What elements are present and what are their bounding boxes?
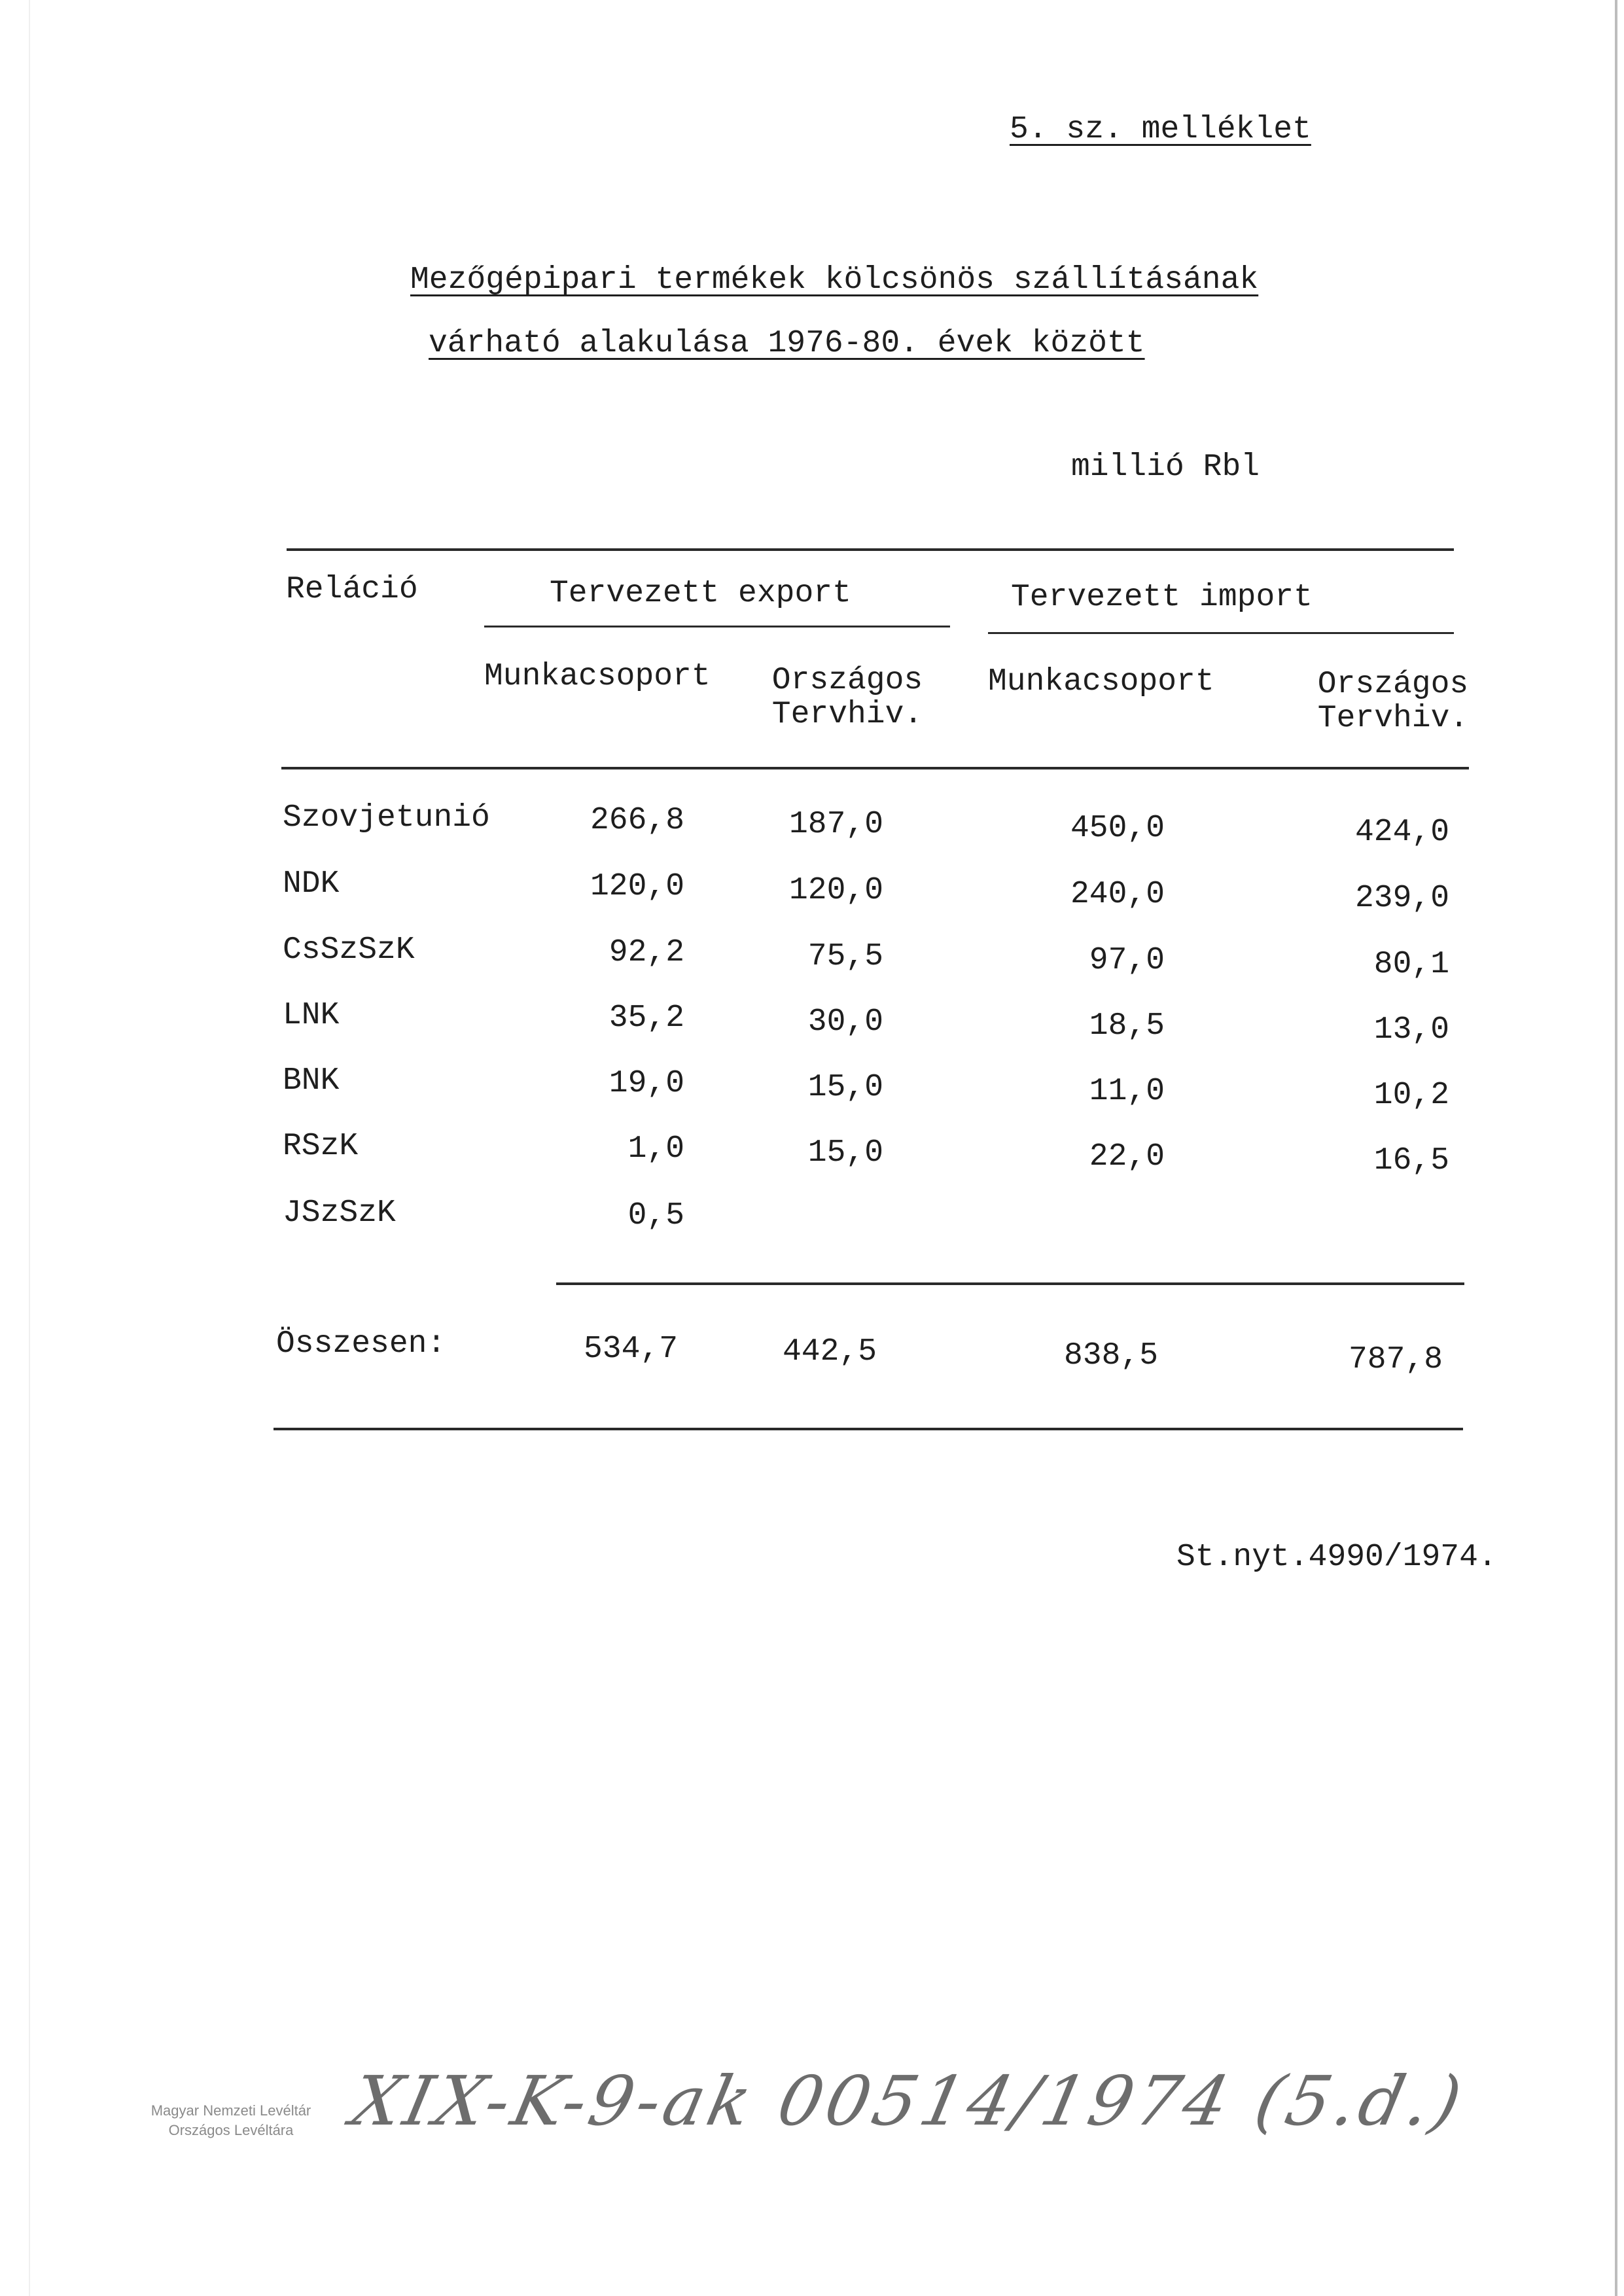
row-value: 1,0 bbox=[627, 1131, 684, 1167]
row-value: 11,0 bbox=[1089, 1074, 1165, 1109]
total-value: 787,8 bbox=[1348, 1342, 1443, 1377]
export-group-rule bbox=[484, 626, 950, 627]
subheader-import-planning-office: Országos Tervhiv. bbox=[1317, 667, 1469, 736]
handwritten-signature: XIX-K-9-ak 00514/1974 (5.d.) bbox=[345, 2061, 1472, 2141]
row-value: 35,2 bbox=[609, 1000, 684, 1036]
row-value: 18,5 bbox=[1089, 1008, 1165, 1044]
header-export-group: Tervezett export bbox=[550, 576, 851, 611]
total-label: Összesen: bbox=[276, 1326, 446, 1362]
page-left-edge bbox=[29, 0, 30, 2296]
row-value: 120,0 bbox=[788, 873, 883, 908]
row-value: 424,0 bbox=[1354, 815, 1449, 850]
row-value: 75,5 bbox=[807, 939, 883, 974]
header-relation: Reláció bbox=[286, 572, 418, 607]
subheader-export-workgroup: Munkacsoport bbox=[484, 659, 711, 694]
row-value: 240,0 bbox=[1070, 877, 1165, 912]
row-value: 120,0 bbox=[590, 869, 684, 904]
row-value: 92,2 bbox=[609, 935, 684, 970]
row-relation: BNK bbox=[283, 1063, 340, 1099]
row-value: 10,2 bbox=[1373, 1078, 1449, 1113]
row-relation: LNK bbox=[283, 998, 340, 1033]
import-group-rule bbox=[988, 632, 1454, 634]
annex-label: 5. sz. melléklet bbox=[1010, 112, 1311, 147]
row-value: 239,0 bbox=[1354, 881, 1449, 916]
title-line-2: várható alakulása 1976-80. évek között bbox=[429, 326, 1145, 361]
archive-stamp-line-2: Országos Levéltára bbox=[168, 2122, 294, 2138]
row-relation: Szovjetunió bbox=[283, 800, 490, 836]
row-relation: RSzK bbox=[283, 1129, 359, 1164]
subheader-export-planning-office: Országos Tervhiv. bbox=[771, 663, 923, 732]
row-value: 80,1 bbox=[1373, 947, 1449, 982]
page-right-edge bbox=[1615, 0, 1617, 2296]
header-import-group: Tervezett import bbox=[1011, 580, 1313, 615]
total-value: 442,5 bbox=[782, 1334, 877, 1369]
table-bottom-rule bbox=[274, 1428, 1463, 1430]
row-value: 97,0 bbox=[1089, 943, 1165, 978]
row-value: 0,5 bbox=[627, 1198, 684, 1233]
row-value: 450,0 bbox=[1070, 811, 1165, 846]
total-value: 838,5 bbox=[1063, 1338, 1158, 1373]
row-value: 19,0 bbox=[609, 1066, 684, 1101]
row-value: 30,0 bbox=[807, 1004, 883, 1040]
row-value: 16,5 bbox=[1373, 1143, 1449, 1178]
title-line-1: Mezőgépipari termékek kölcsönös szállításának bbox=[410, 262, 1259, 298]
row-relation: JSzSzK bbox=[283, 1195, 396, 1231]
row-relation: CsSzSzK bbox=[283, 932, 415, 968]
header-bottom-rule bbox=[281, 767, 1469, 769]
reference-number: St.nyt.4990/1974. bbox=[1176, 1540, 1497, 1575]
total-value: 534,7 bbox=[583, 1332, 678, 1367]
row-value: 15,0 bbox=[807, 1070, 883, 1105]
subtotal-rule bbox=[556, 1282, 1464, 1285]
table-top-rule bbox=[287, 548, 1454, 551]
row-value: 266,8 bbox=[590, 803, 684, 838]
unit-label: millió Rbl bbox=[1071, 450, 1260, 485]
archive-stamp-line-1: Magyar Nemzeti Levéltár bbox=[150, 2102, 311, 2119]
row-relation: NDK bbox=[283, 866, 340, 902]
row-value: 15,0 bbox=[807, 1135, 883, 1171]
row-value: 187,0 bbox=[788, 807, 883, 842]
row-value: 13,0 bbox=[1373, 1012, 1449, 1048]
subheader-import-workgroup: Munkacsoport bbox=[988, 664, 1214, 699]
row-value: 22,0 bbox=[1089, 1139, 1165, 1174]
